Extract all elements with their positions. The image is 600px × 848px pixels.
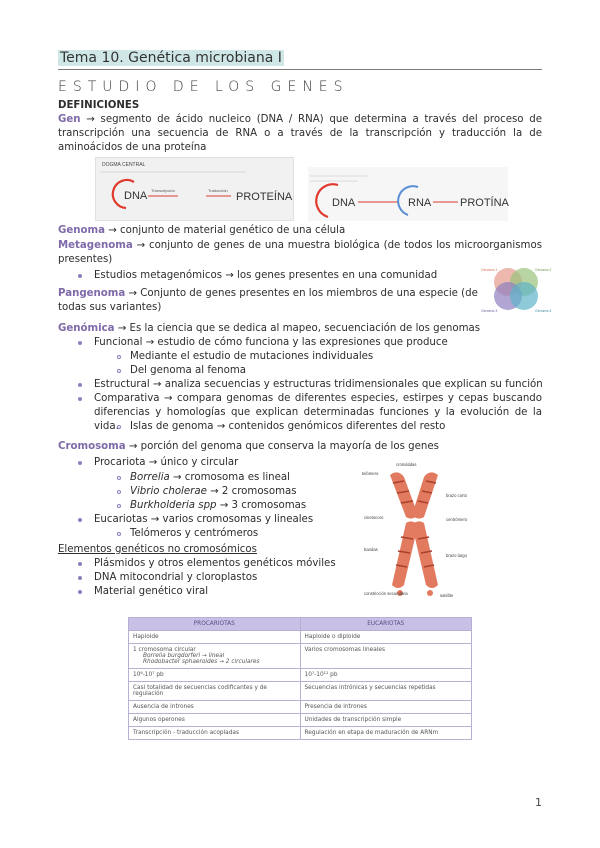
bullet-icon [78,274,82,278]
table-row [129,701,472,714]
table-header: PROCARIOTAS [129,618,301,631]
svg-text:DNA: DNA [332,197,356,209]
metagenoma-sub: Estudios metagenómicos → los genes presentes en una comunidad [94,270,438,281]
circle-bullet-icon [117,532,121,536]
table-row [129,727,472,740]
bullet-icon [78,397,82,401]
transcription-diagram [308,167,508,221]
bullet-icon [78,461,82,465]
circle-bullet-icon [117,504,121,508]
table-cell: 10⁷-10¹¹ pb [300,669,472,682]
genomica-estructural: Estructural → analiza secuencias y estructuras tridimensionales que explican su función [94,379,543,390]
cromosoma-definition: Cromosoma → porción del genoma que conserva la mayoría de los genes [58,441,439,452]
table-row [129,669,472,682]
svg-text:DNA: DNA [124,190,148,202]
svg-text:RNA: RNA [408,197,432,209]
metagenoma-definition: Metagenoma → conjunto de genes de una muestra biológica (de todos los microorganismos presentes) [58,240,542,265]
comparativa-sub-1: Islas de genoma → contenidos genómicos diferentes del resto [130,421,446,432]
cell-sub: Rhodobacter sphaeroides → 2 circulares [143,659,260,665]
procariota-sub-3: Burkholderia spp → 3 cromosomas [130,500,307,511]
funcional-sub-2: Del genoma al fenoma [130,365,247,376]
funcional-sub-1: Mediante el estudio de mutaciones individuales [130,351,374,362]
svg-text:DOGMA CENTRAL: DOGMA CENTRAL [102,162,146,168]
eucariota-sub-1: Telómeros y centrómeros [130,528,259,539]
pangenome-venn [480,262,550,318]
table-cell: Casi totalidad de secuencias codificantes y de regulación [129,682,301,701]
table-cell: Regulación en etapa de maduración de ARNm [300,727,472,740]
bullet-icon [78,383,82,387]
svg-text:Genoma 2: Genoma 2 [535,268,552,272]
svg-text:PROTEÍNA: PROTEÍNA [236,191,293,203]
genomica-comparativa: Comparativa → compara genomas de diferentes especies, estirpes y cepas buscando diferencias y homologías que explican determinadas funciones y la evolución de la vida. [94,393,542,432]
svg-text:telómero: telómero [362,471,379,476]
svg-text:constricción secundaria: constricción secundaria [364,591,408,596]
page-title: Tema 10. Genética microbiana I [60,50,282,66]
svg-text:Genoma 4: Genoma 4 [535,309,552,313]
eucariota-item: Eucariotas → varios cromosomas y lineales [94,514,314,525]
svg-text:Genoma 3: Genoma 3 [481,309,498,313]
svg-text:Transcripción: Transcripción [151,188,175,193]
table-header: EUCARIOTAS [300,618,472,631]
venn-diagram [480,262,550,318]
table-header-row [129,618,472,631]
dogma-figure [95,157,294,221]
svg-text:Traducción: Traducción [208,188,228,193]
svg-text:satélite: satélite [440,593,454,598]
table-cell: Transcripción - traducción acopladas [129,727,301,740]
circle-bullet-icon [117,369,121,373]
table-cell: Haploide [129,631,301,644]
table-cell: Haploide o diploide [300,631,472,644]
definiciones-heading: DEFINICIONES [58,100,140,111]
section-title: ESTUDIO DE LOS GENES [58,79,349,95]
table-row [129,644,472,669]
table-cell: Ausencia de intrones [129,701,301,714]
circle-bullet-icon [117,355,121,359]
chromosome-figure [360,462,475,602]
table-cell: Unidades de transcripción simple [300,714,472,727]
circle-bullet-icon [117,490,121,494]
svg-text:bandas: bandas [364,547,378,552]
genoma-definition: Genoma → conjunto de material genético de una célula [58,225,346,236]
svg-text:brazo corto: brazo corto [446,493,467,498]
elementos-item-1: Plásmidos y otros elementos genéticos móviles [94,558,336,569]
title-divider [58,69,542,70]
elementos-item-3: Material genético viral [94,586,209,597]
table-row [129,682,472,701]
bullet-icon [78,562,82,566]
table-row [129,631,472,644]
table-cell: Secuencias intrónicas y secuencias repetidas [300,682,472,701]
bullet-icon [78,518,82,522]
circle-bullet-icon [117,425,121,429]
table-cell: 10⁶-10⁷ pb [129,669,301,682]
cell-sub: Borrelia burgdorferi → lineal [143,653,225,659]
cell-text: 1 cromosoma circular [133,647,196,653]
circle-bullet-icon [117,476,121,480]
procariota-item: Procariota → único y circular [94,457,239,468]
comparison-table [128,617,472,740]
table-row [129,714,472,727]
genomica-definition: Genómica → Es la ciencia que se dedica al mapeo, secuenciación de los genomas [58,323,481,334]
elementos-item-2: DNA mitocondrial y cloroplastos [94,572,258,583]
svg-text:cinetocoro: cinetocoro [364,515,384,520]
svg-text:centrómero: centrómero [446,517,468,522]
svg-text:cromátidas: cromátidas [396,462,417,467]
gen-definition: Gen → segmento de ácido nucleico (DNA / RNA) que determina a través del proceso de transcripción una secuencia de RNA o a través de la transcripción y traducción la de aminoácidos de una proteína [58,114,542,153]
table-cell: Presencia de intrones [300,701,472,714]
svg-text:PROTÍNA: PROTÍNA [460,197,509,209]
procariota-sub-2: Vibrio cholerae → 2 cromosomas [130,486,297,497]
bullet-icon [78,576,82,580]
elementos-heading: Elementos genéticos no cromosómicos [58,544,257,555]
pangenoma-definition: Pangenoma → Conjunto de genes presentes en los miembros de una especie (de todas sus variantes) [58,288,478,313]
dogma-diagram [96,158,293,220]
genomica-funcional: Funcional → estudio de cómo funciona y las expresiones que produce [94,337,448,348]
svg-text:brazo largo: brazo largo [446,553,467,558]
chromosome-diagram [360,462,475,602]
bullet-icon [78,341,82,345]
bullet-icon [78,590,82,594]
page-number: 1 [535,796,542,809]
transcription-figure [308,167,508,221]
table-cell: Varios cromosomas lineales [300,644,472,669]
procariota-sub-1: Borrelia → cromosoma es lineal [130,472,290,483]
table-cell: Algunos operones [129,714,301,727]
table-cell [129,644,301,669]
svg-text:Genoma 1: Genoma 1 [481,268,498,272]
